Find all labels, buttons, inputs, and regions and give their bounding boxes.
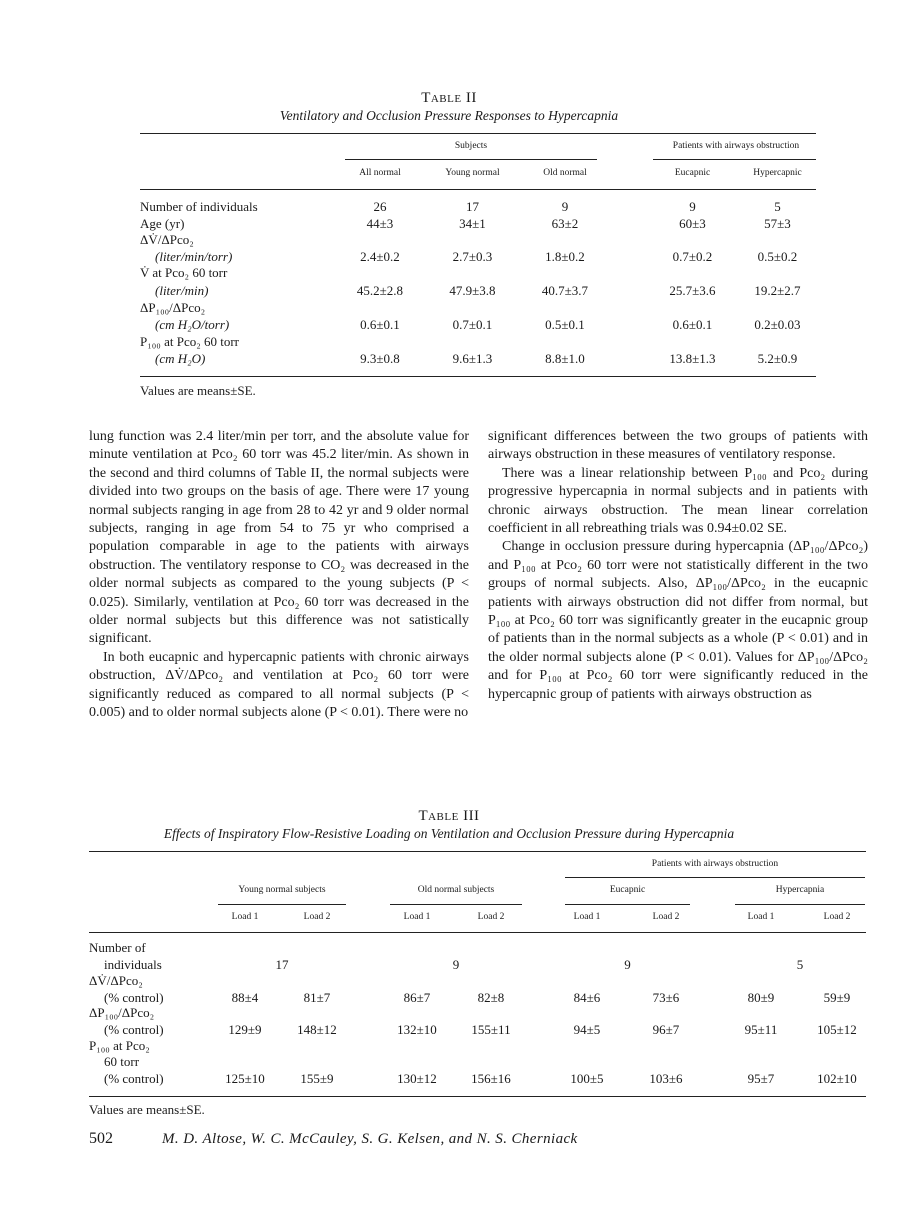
table3-load-header: Load 2 — [823, 912, 851, 922]
table2-patients-rule — [653, 159, 816, 160]
table2-subtitle: Ventilatory and Occlusion Pressure Responses to Hypercapnia — [279, 108, 619, 123]
table2-cell: 45.2±2.8 — [356, 283, 404, 298]
table2-cell: 0.7±0.1 — [452, 317, 493, 332]
table2-cell: 9 — [561, 199, 569, 214]
table3-header-rule — [89, 932, 866, 933]
body-paragraph: There was a linear relationship between P₁₀₀ and Pco₂ during progressive hypercapnia in normal subjects and in patients with chronic airways obstruction. The mean linear correlation coefficient in all rebreathing trials was 0.94±0.02 SE. — [488, 465, 868, 537]
table3-cell: 102±10 — [817, 1071, 857, 1086]
table3-group-rule — [735, 904, 865, 905]
table2-cell: 47.9±3.8 — [449, 283, 496, 298]
table2-group-patients: Patients with airways obstruction — [672, 141, 800, 151]
table3-bottom-rule — [89, 1096, 866, 1097]
table3-n-cell: 9 — [624, 957, 631, 972]
table3-n-cell: 9 — [452, 957, 460, 972]
table3-n-cell: 17 — [275, 957, 289, 972]
table3-top-rule — [89, 851, 866, 852]
table2-row-label: Number of individuals — [140, 199, 258, 214]
table3-subtitle: Effects of Inspiratory Flow-Resistive Loading on Ventilation and Occlusion Pressure during Hypercapnia — [163, 826, 735, 841]
table2-col-header: Eucapnic — [674, 168, 711, 178]
table2-cell: 57±3 — [764, 216, 791, 231]
table2-cell: 9 — [689, 199, 696, 214]
table2-row-label: Age (yr) — [140, 216, 185, 231]
table2-cell: 9.3±0.8 — [360, 351, 400, 366]
table2-note: Values are means±SE. — [140, 383, 256, 398]
table2-cell: 17 — [466, 199, 479, 214]
table3-patients-rule — [565, 877, 865, 878]
table3-group-rule — [565, 904, 690, 905]
table3-load-header: Load 2 — [652, 912, 680, 922]
table3-cell: 156±16 — [471, 1071, 511, 1086]
table3-cell: 84±6 — [573, 990, 601, 1005]
table2-cell: 26 — [373, 199, 387, 214]
table2-cell: 0.6±0.1 — [672, 317, 713, 332]
table3-group-header: Eucapnic — [609, 885, 646, 895]
table3-cell: 81±7 — [303, 990, 331, 1005]
table2-cell: 9.6±1.3 — [452, 351, 493, 366]
table2-cell: 0.5±0.1 — [545, 317, 585, 332]
table3-row-label: individuals — [104, 957, 162, 972]
page-number: 502 — [89, 1130, 113, 1147]
table3-load-header: Load 1 — [403, 912, 431, 922]
table3-cell: 73±6 — [652, 990, 680, 1005]
table2-cell: 60±3 — [679, 216, 706, 231]
table3-load-header: Load 2 — [477, 912, 505, 922]
table3-cell: 105±12 — [817, 1022, 857, 1037]
table2-cell: 2.7±0.3 — [452, 249, 493, 264]
body-left-column — [89, 428, 469, 723]
table2-row-label: V̇ at Pco₂ 60 torr — [140, 265, 228, 280]
table3-cell: 130±12 — [397, 1071, 437, 1086]
table2-cell: 5.2±0.9 — [757, 351, 798, 366]
table2-col-header: All normal — [359, 168, 401, 178]
table2-row-unit: (cm H₂O) — [155, 351, 206, 366]
table2-cell: 5 — [774, 199, 781, 214]
table3-cell: 80±9 — [747, 990, 775, 1005]
table3-group-rule — [390, 904, 522, 905]
table3-row-label: ΔP₁₀₀/ΔPco₂ — [89, 1005, 155, 1020]
table2-cell: 2.4±0.2 — [360, 249, 400, 264]
table2-cell: 40.7±3.7 — [541, 283, 589, 298]
table2-group-subjects: Subjects — [454, 141, 488, 151]
table3-cell: 96±7 — [652, 1022, 680, 1037]
table2-cell: 63±2 — [551, 216, 579, 231]
table3-cell: 103±6 — [649, 1071, 683, 1086]
table3-row-label: ΔV̇/ΔPco₂ — [89, 973, 143, 988]
table2-cell: 0.7±0.2 — [672, 249, 713, 264]
table3-cell: 129±9 — [228, 1022, 262, 1037]
table3-cell: 86±7 — [403, 990, 431, 1005]
table3-cell: 155±11 — [471, 1022, 511, 1037]
table2-col-header: Hypercapnic — [753, 168, 802, 178]
table3-row-label: 60 torr — [104, 1054, 140, 1069]
body-paragraph: lung function was 2.4 liter/min per torr, and the absolute value for minute ventilation at Pco₂ 60 torr was 45.2 liter/min. As shown in the second and third columns of Table II, the normal subjects were divided into two groups on the basis of age. There were 17 young normal subjects ranging in age from 28 to 42 yr and 9 older normal subjects, ranging in age from 54 to 75 yr who comprised a population comparable in age to the patients with airways obstruction. The ventilatory response to CO₂ was decreased in the older normal subjects as compared to the young subjects (P < 0.025). Similarly, ventilation at Pco₂ 60 torr was decreased in the older normal subjects but this difference was not satistically significant. — [89, 429, 469, 647]
table3-cell: 148±12 — [297, 1022, 337, 1037]
table3-load-header: Load 1 — [747, 912, 775, 922]
table3-group-header: Young normal subjects — [238, 885, 326, 895]
table3-title: Table III — [418, 808, 480, 824]
table2-cell: 0.2±0.03 — [754, 317, 801, 332]
body-paragraph: Change in occlusion pressure during hypercapnia (ΔP₁₀₀/ΔPco₂) and P₁₀₀ at Pco₂ 60 torr were not statistically different in the two groups of normal subjects. Also, ΔP₁₀₀/ΔPco₂ in the eucapnic patients with airways obstruction did not differ from normal, but P₁₀₀ at Pco₂ 60 torr was significantly greater in the eucapnic group of patients than in the normal subjects as a whole (P < 0.01) and in the older normal subjects alone (P < 0.01). Values for ΔP₁₀₀/ΔPco₂ and for P₁₀₀ at Pco₂ 60 torr were significantly reduced in the hypercapnic group of patients with airways obstruction as — [488, 539, 868, 702]
table2-title: Table II — [421, 90, 477, 106]
table2-row-unit: (cm H₂O/torr) — [155, 317, 230, 332]
table3-row-label: Number of — [89, 940, 146, 955]
table3-cell: 95±7 — [747, 1071, 775, 1086]
table2-header-rule — [140, 189, 816, 190]
table2-col-header: Old normal — [543, 168, 587, 178]
table3-cell: 88±4 — [231, 990, 259, 1005]
table2-cell: 13.8±1.3 — [669, 351, 716, 366]
table3-group-rule — [218, 904, 346, 905]
table3-cell: 94±5 — [573, 1022, 601, 1037]
table3-n-cell: 5 — [796, 957, 804, 972]
table3-row-unit: (% control) — [104, 1071, 164, 1086]
table2-cell: 25.7±3.6 — [669, 283, 716, 298]
body-paragraph: significant differences between the two groups of patients with airways obstruction in these measures of ventilatory response. — [488, 429, 868, 463]
table3-row-unit: (% control) — [104, 1022, 164, 1037]
table3-load-header: Load 1 — [573, 912, 601, 922]
table2-row-unit: (liter/min/torr) — [155, 249, 233, 264]
table3-cell: 82±8 — [477, 990, 505, 1005]
table2-cell: 1.8±0.2 — [545, 249, 585, 264]
table3-load-header: Load 1 — [231, 912, 259, 922]
table2-row-label: P₁₀₀ at Pco₂ 60 torr — [140, 334, 240, 349]
running-authors: M. D. Altose, W. C. McCauley, S. G. Kelsen, and N. S. Cherniack — [162, 1131, 578, 1147]
table2-cell: 19.2±2.7 — [754, 283, 801, 298]
table2-cell: 0.5±0.2 — [757, 249, 798, 264]
body-right-column — [488, 428, 868, 704]
table3-cell: 59±9 — [823, 990, 851, 1005]
table3-load-header: Load 2 — [303, 912, 331, 922]
table3-row-unit: (% control) — [104, 990, 164, 1005]
table2-col-header: Young normal — [445, 168, 500, 178]
table2-row-unit: (liter/min) — [155, 283, 209, 298]
table3-note: Values are means±SE. — [89, 1102, 205, 1117]
table2-cell: 0.6±0.1 — [360, 317, 400, 332]
table3-row-label: P₁₀₀ at Pco₂ — [89, 1038, 150, 1053]
table2-row-label: ΔP₁₀₀/ΔPco₂ — [140, 300, 206, 315]
table2-subjects-rule — [345, 159, 597, 160]
table3-cell: 155±9 — [300, 1071, 334, 1086]
table3-group-header: Hypercapnia — [775, 885, 825, 895]
table2-row-label: ΔV̇/ΔPco₂ — [140, 232, 194, 247]
table2-bottom-rule — [140, 376, 816, 377]
table3-group-header: Old normal subjects — [417, 885, 495, 895]
table2-top-rule — [140, 133, 816, 134]
table3-cell: 95±11 — [744, 1022, 778, 1037]
table2-cell: 34±1 — [459, 216, 486, 231]
table2-cell: 44±3 — [366, 216, 394, 231]
body-paragraph: In both eucapnic and hypercapnic patients with chronic airways obstruction, ΔV̇/ΔPco₂ and ventilation at Pco₂ 60 torr were significantly reduced as compared to all normal subjects (P < 0.005) and to older normal subjects alone (P < 0.01). There were no — [89, 649, 469, 721]
table3-cell: 100±5 — [570, 1071, 604, 1086]
table2-cell: 8.8±1.0 — [545, 351, 585, 366]
table3-group-patients: Patients with airways obstruction — [651, 859, 779, 869]
table3-cell: 132±10 — [397, 1022, 437, 1037]
table3-cell: 125±10 — [225, 1071, 265, 1086]
